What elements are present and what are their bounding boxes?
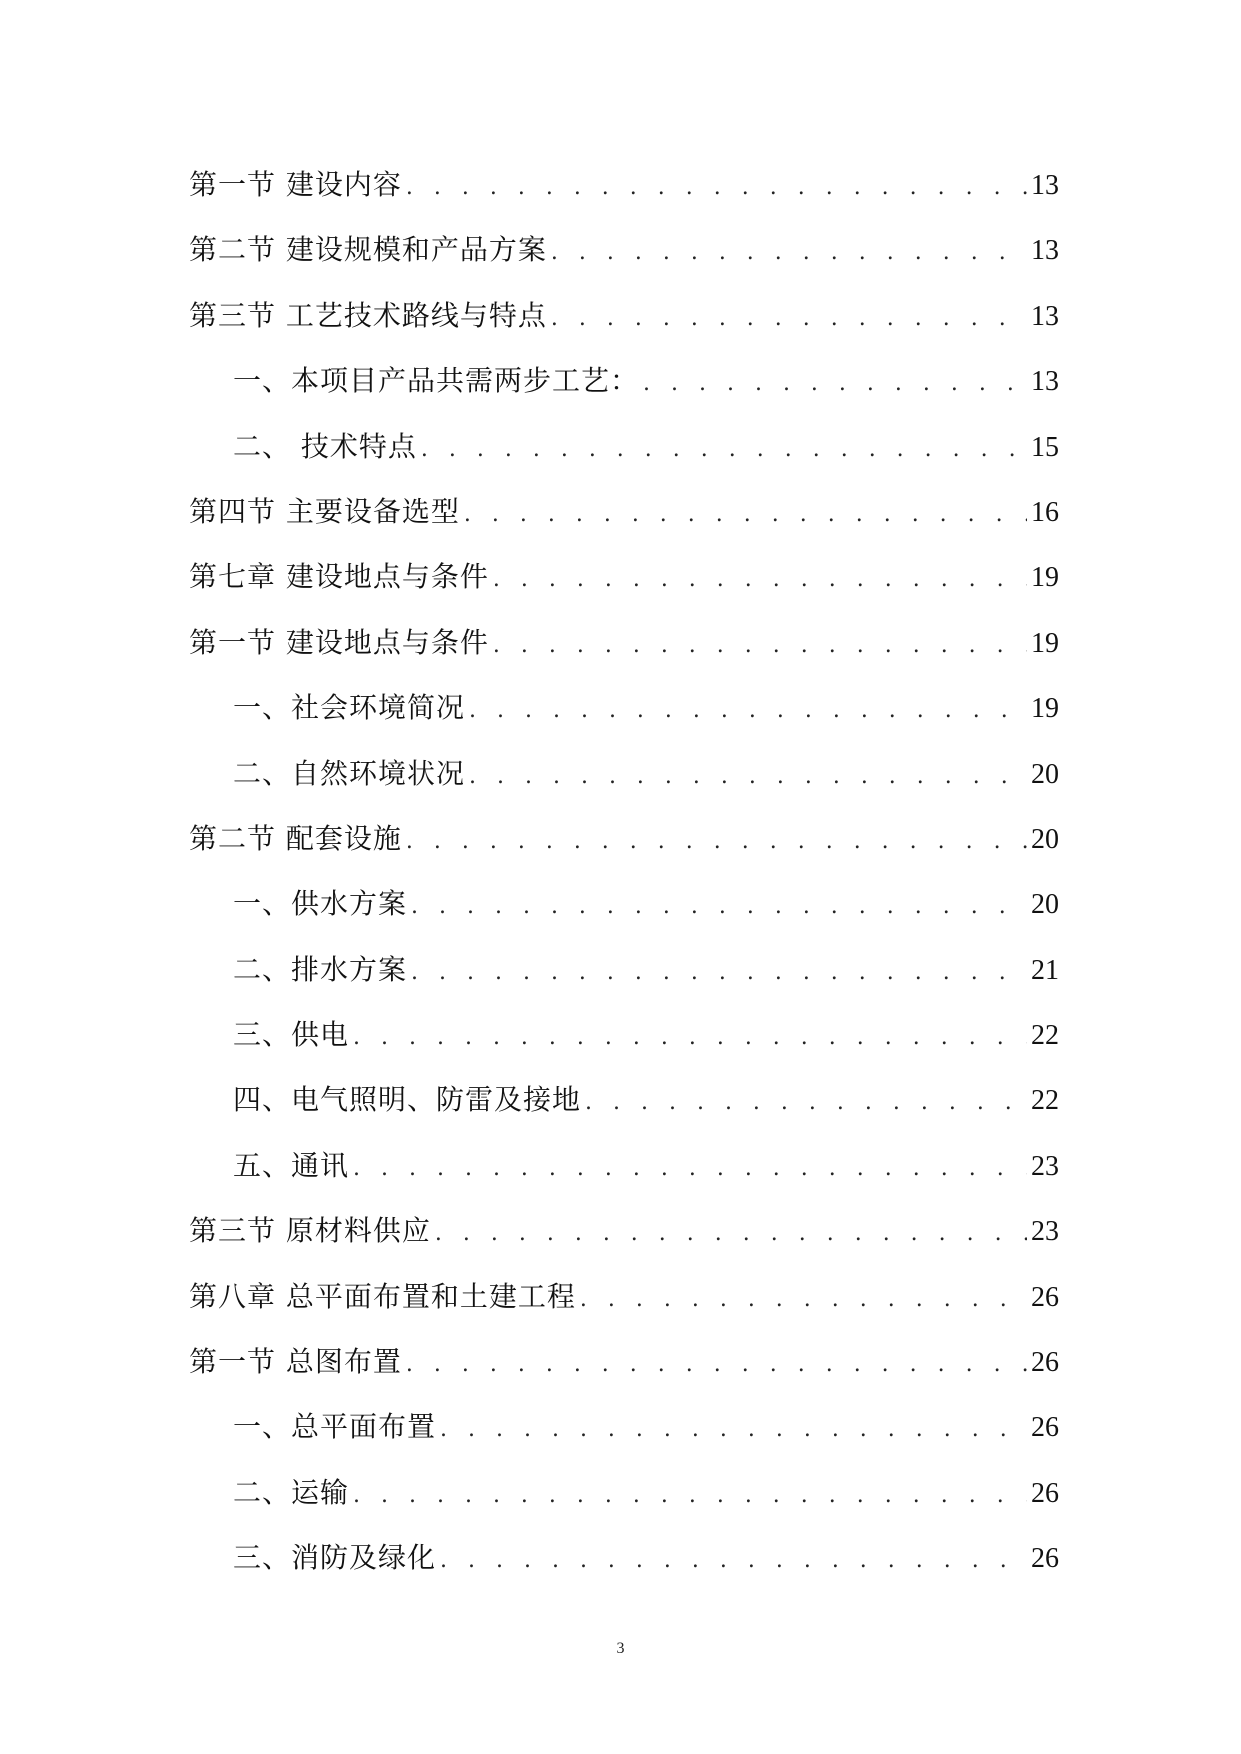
- toc-entry-label: 第三节 工艺技术路线与特点: [189, 298, 547, 332]
- dot-leader: [353, 1136, 1027, 1201]
- toc-entry[interactable]: [189, 937, 1059, 1002]
- toc-entry[interactable]: [189, 544, 1059, 609]
- toc-entry-page: 20: [1031, 889, 1059, 921]
- toc-entry-page: 20: [1031, 758, 1059, 790]
- dot-leader: [580, 1267, 1027, 1332]
- dot-leader: [406, 809, 1027, 874]
- dot-leader: [411, 940, 1027, 1005]
- toc-entry-label: 一、本项目产品共需两步工艺：: [233, 364, 640, 398]
- toc-entry-page: 22: [1031, 1020, 1059, 1052]
- toc-entry-page: 16: [1031, 496, 1059, 528]
- toc-entry[interactable]: [189, 1329, 1059, 1394]
- toc-entry-page: 15: [1031, 431, 1059, 463]
- toc-entry-page: 13: [1031, 170, 1059, 201]
- toc-entry-page: 22: [1031, 1085, 1059, 1117]
- toc-entry-page: 19: [1031, 693, 1059, 725]
- dot-leader: [411, 874, 1027, 939]
- dot-leader: [469, 744, 1027, 809]
- toc-entry[interactable]: [189, 217, 1059, 282]
- toc-entry[interactable]: [189, 675, 1059, 740]
- dot-leader: [551, 286, 1027, 351]
- dot-leader: [551, 220, 1027, 285]
- toc-entry-label: 一、供水方案: [233, 887, 408, 921]
- dot-leader: [353, 1463, 1027, 1528]
- dot-leader: [643, 351, 1027, 416]
- toc-entry-page: 21: [1031, 954, 1059, 986]
- toc-entry-label: 第三节 原材料供应: [189, 1214, 431, 1248]
- toc-entry-page: 26: [1031, 1412, 1059, 1444]
- toc-entry-page: 26: [1031, 1477, 1059, 1509]
- table-of-contents: [189, 152, 1059, 1591]
- toc-entry-label: 一、社会环境简况: [233, 691, 466, 725]
- toc-entry-label: 第一节 总图布置: [189, 1345, 402, 1379]
- toc-entry-page: 23: [1031, 1150, 1059, 1182]
- toc-entry-page: 19: [1031, 562, 1059, 594]
- toc-entry-label: 四、电气照明、防雷及接地: [233, 1083, 582, 1117]
- dot-leader: [406, 155, 1027, 220]
- toc-entry-page: 26: [1031, 1543, 1059, 1575]
- toc-entry-label: 第四节 主要设备选型: [189, 494, 460, 528]
- toc-entry[interactable]: [189, 1067, 1059, 1132]
- toc-entry-label: 一、总平面布置: [233, 1410, 437, 1444]
- dot-leader: [421, 417, 1027, 482]
- toc-entry-label: 第一节 建设内容: [189, 168, 402, 201]
- dot-leader: [464, 482, 1027, 547]
- dot-leader: [469, 678, 1027, 743]
- dot-leader: [440, 1397, 1027, 1462]
- toc-entry[interactable]: [189, 1525, 1059, 1590]
- toc-entry[interactable]: [189, 479, 1059, 544]
- toc-entry[interactable]: [189, 152, 1059, 217]
- toc-entry[interactable]: [189, 610, 1059, 675]
- toc-entry-label: 三、消防及绿化: [233, 1541, 437, 1575]
- toc-entry[interactable]: [189, 1394, 1059, 1459]
- toc-entry[interactable]: [189, 871, 1059, 936]
- toc-entry-label: 第二节 建设规模和产品方案: [189, 233, 547, 267]
- toc-entry-page: 26: [1031, 1281, 1059, 1313]
- toc-entry-page: 23: [1031, 1216, 1059, 1248]
- page-number: 3: [616, 1640, 625, 1657]
- toc-entry[interactable]: [189, 806, 1059, 871]
- toc-entry-page: 13: [1031, 235, 1059, 267]
- dot-leader: [585, 1070, 1027, 1135]
- toc-entry-label: 第八章 总平面布置和土建工程: [189, 1279, 576, 1313]
- dot-leader: [493, 613, 1027, 678]
- toc-entry-label: 三、供电: [233, 1018, 350, 1052]
- toc-entry[interactable]: [189, 1264, 1059, 1329]
- toc-entry-page: 13: [1031, 300, 1059, 332]
- toc-entry[interactable]: [189, 348, 1059, 413]
- toc-entry-page: 20: [1031, 823, 1059, 855]
- toc-entry-label: 二、自然环境状况: [233, 756, 466, 790]
- toc-entry-label: 二、排水方案: [233, 952, 408, 986]
- toc-entry-label: 二、 技术特点: [233, 429, 417, 463]
- toc-entry[interactable]: [189, 1198, 1059, 1263]
- dot-leader: [493, 547, 1027, 612]
- toc-entry-page: 26: [1031, 1347, 1059, 1379]
- toc-entry[interactable]: [189, 1133, 1059, 1198]
- toc-entry-label: 第一节 建设地点与条件: [189, 625, 489, 659]
- toc-entry[interactable]: [189, 1460, 1059, 1525]
- toc-entry[interactable]: [189, 1002, 1059, 1067]
- toc-entry[interactable]: [189, 741, 1059, 806]
- dot-leader: [435, 1201, 1027, 1266]
- toc-entry-label: 第七章 建设地点与条件: [189, 560, 489, 594]
- toc-entry-label: 五、通讯: [233, 1148, 350, 1182]
- toc-entry-page: 19: [1031, 627, 1059, 659]
- toc-entry[interactable]: [189, 414, 1059, 479]
- dot-leader: [353, 1005, 1027, 1070]
- toc-entry-label: 二、运输: [233, 1475, 350, 1509]
- toc-entry-label: 第二节 配套设施: [189, 821, 402, 855]
- toc-entry[interactable]: [189, 283, 1059, 348]
- dot-leader: [406, 1332, 1027, 1397]
- dot-leader: [440, 1528, 1027, 1593]
- toc-entry-page: 13: [1031, 366, 1059, 398]
